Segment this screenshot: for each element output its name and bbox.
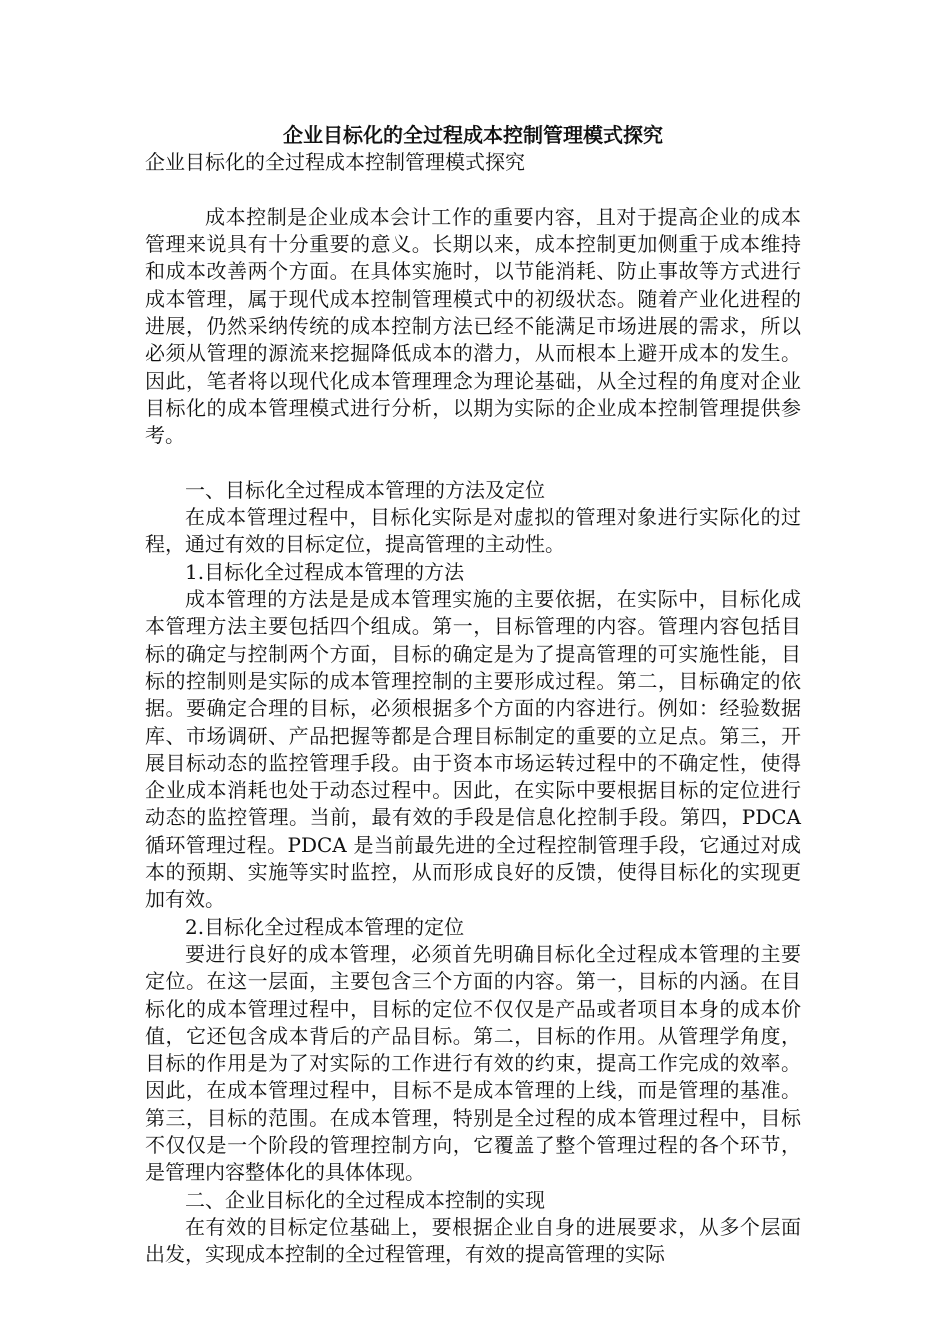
document-body	[145, 122, 801, 1268]
section-2-heading: 二、企业目标化的全过程成本控制的实现	[185, 1187, 545, 1212]
section-1-heading: 一、目标化全过程成本管理的方法及定位	[185, 477, 545, 502]
document-subtitle: 企业目标化的全过程成本控制管理模式探究	[145, 150, 525, 175]
intro-paragraph: 成本控制是企业成本会计工作的重要内容，且对于提高企业的成本管理来说具有十分重要的意义。长期以来，成本控制更加侧重于成本维持和成本改善两个方面。在具体实施时，以节能消耗、防止事故等方式进行成本管理，属于现代成本控制管理模式中的初级状态。随着产业化进程的进展，仍然采纳传统的成本控制方法已经不能满足市场进展的需求，所以必须从管理的源流来挖掘降低成本的潜力，从而根本上避开成本的发生。因此，笔者将以现代化成本管理理念为理论基础，从全过程的角度对企业目标化的成本管理模式进行分析，以期为实际的企业成本控制管理提供参考。	[145, 204, 801, 448]
subsection-1-heading: 1.目标化全过程成本管理的方法	[185, 559, 465, 584]
blank-line	[145, 450, 801, 477]
blank-line	[145, 177, 801, 204]
subsection-2-paragraph: 要进行良好的成本管理，必须首先明确目标化全过程成本管理的主要定位。在这一层面，主要包含三个方面的内容。第一，目标的内涵。在目标化的成本管理过程中，目标的定位不仅仅是产品或者项目本身的成本价值，它还包含成本背后的产品目标。第二，目标的作用。从管理学角度，目标的作用是为了对实际的工作进行有效的约束，提高工作完成的效率。因此，在成本管理过程中，目标不是成本管理的上线，而是管理的基准。第三，目标的范围。在成本管理，特别是全过程的成本管理过程中，目标不仅仅是一个阶段的管理控制方向，它覆盖了整个管理过程的各个环节，是管理内容整体化的具体体现。	[145, 941, 801, 1185]
section-2-paragraph: 在有效的目标定位基础上，要根据企业自身的进展要求，从多个层面出发，实现成本控制的全过程管理，有效的提高管理的实际	[145, 1214, 801, 1267]
section-1-paragraph: 在成本管理过程中，目标化实际是对虚拟的管理对象进行实际化的过程，通过有效的目标定位，提高管理的主动性。	[145, 505, 801, 557]
subsection-1-paragraph: 成本管理的方法是是成本管理实施的主要依据，在实际中，目标化成本管理方法主要包括四个组成。第一，目标管理的内容。管理内容包括目标的确定与控制两个方面，目标的确定是为了提高管理的可实施性能，目标的控制则是实际的成本管理控制的主要形成过程。第二，目标确定的依据。要确定合理的目标，必须根据多个方面的内容进行。例如：经验数据库、市场调研、产品把握等都是合理目标制定的重要的立足点。第三，开展目标动态的监控管理手段。由于资本市场运转过程中的不确定性，使得企业成本消耗也处于动态过程中。因此，在实际中要根据目标的定位进行动态的监控管理。当前，最有效的手段是信息化控制手段。第四，PDCA 循环管理过程。PDCA 是当前最先进的全过程控制管理手段，它通过对成本的预期、实施等实时监控，从而形成良好的反馈，使得目标化的实现更加有效。	[145, 587, 801, 912]
document-title: 企业目标化的全过程成本控制管理模式探究	[283, 123, 663, 147]
subsection-2-heading: 2.目标化全过程成本管理的定位	[185, 914, 465, 939]
